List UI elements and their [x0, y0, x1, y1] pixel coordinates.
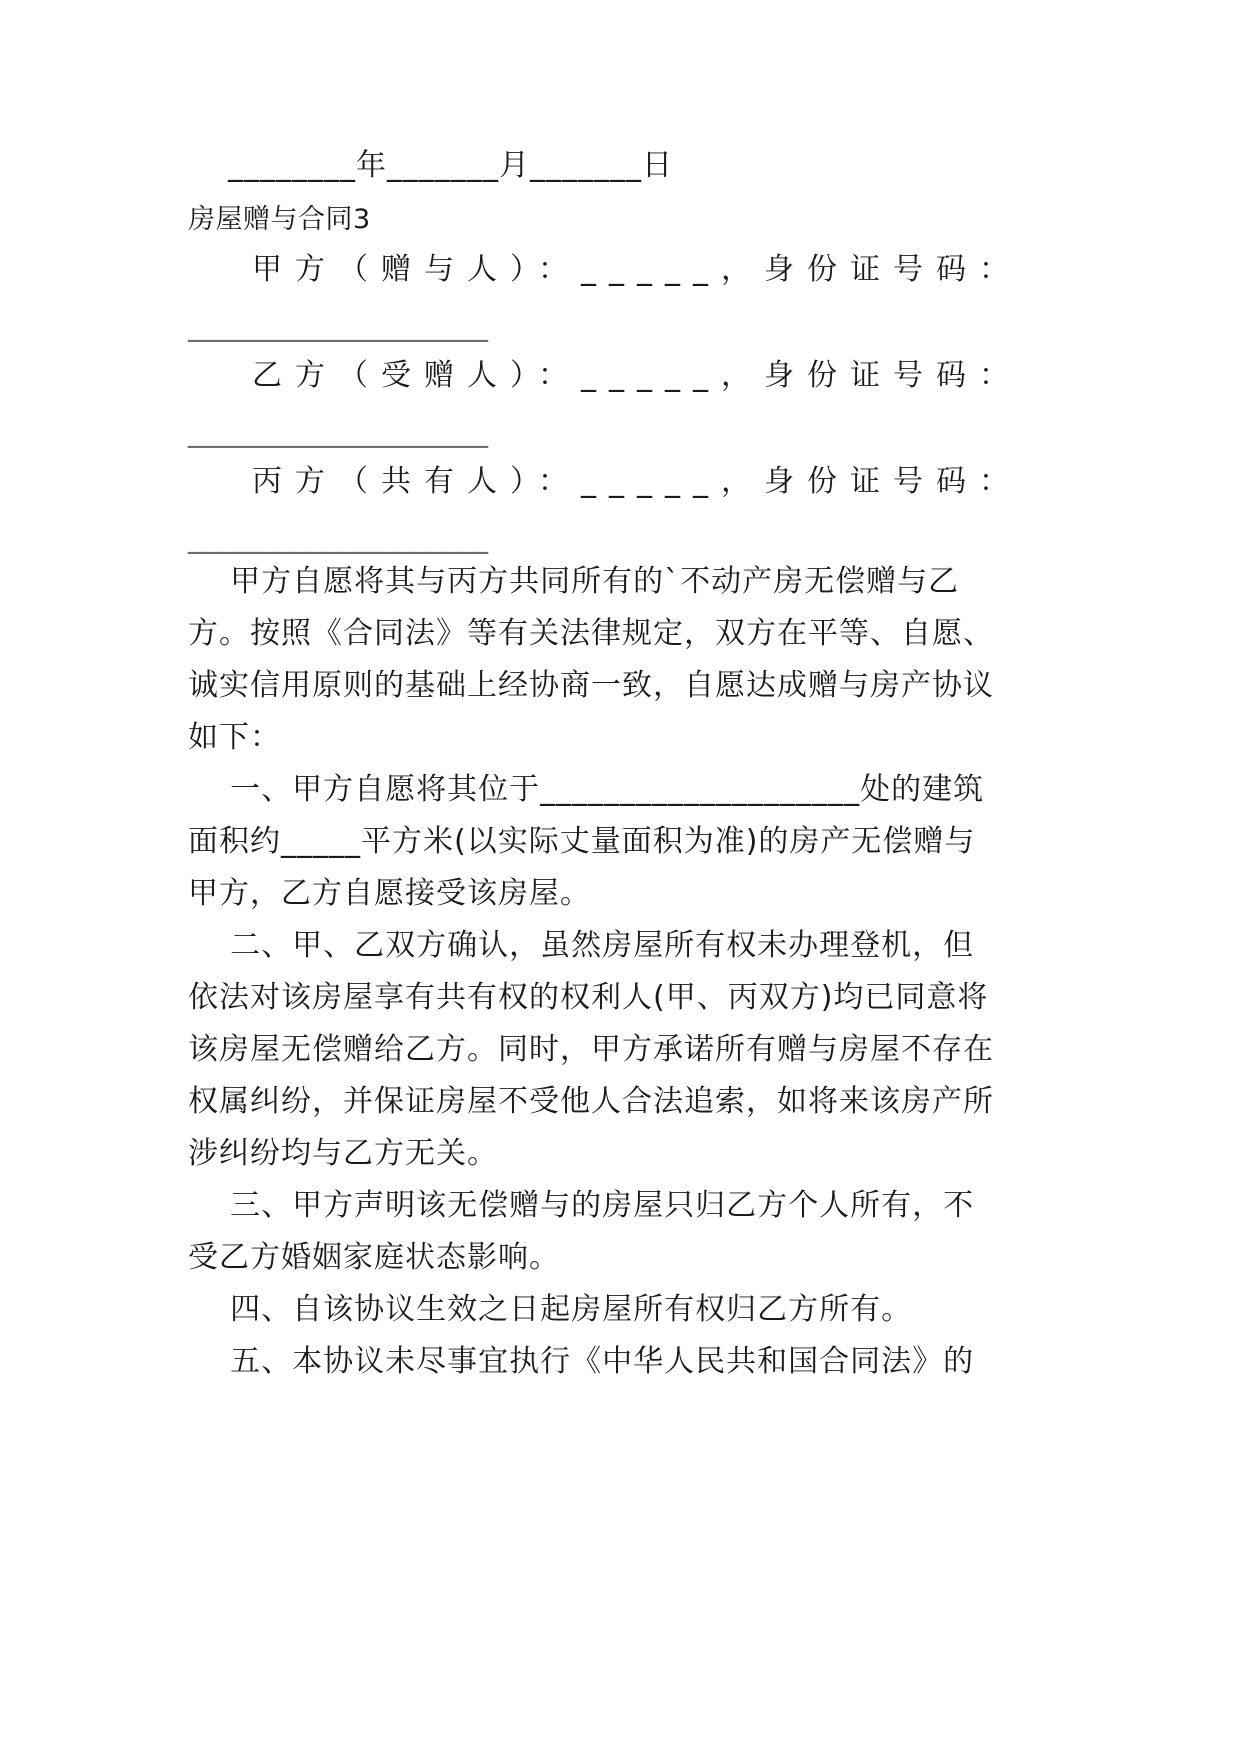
document-title: 房屋赠与合同3 [188, 204, 371, 235]
donee-line: 乙方（受赠人）：_____，身份证号码： [252, 358, 1022, 393]
coowner-line: 丙方（共有人）：_____，身份证号码： [252, 464, 1022, 499]
donee-id-blank: ____________________ [188, 414, 488, 449]
body-line: 权属纠纷，并保证房屋不受他人合法追索，如将来该房产所 [188, 1084, 994, 1119]
body-line: 如下： [188, 720, 281, 755]
date-line: ________年_______月_______日 [228, 148, 673, 183]
body-line: 诚实信用原则的基础上经协商一致，自愿达成赠与房产协议 [188, 668, 994, 703]
body-line: 甲方自愿将其与丙方共同所有的`不动产房无偿赠与乙 [188, 564, 960, 599]
body-line: 受乙方婚姻家庭状态影响。 [188, 1240, 560, 1275]
donor-id-blank: ____________________ [188, 308, 488, 343]
body-line: 面积约_____平方米(以实际丈量面积为准)的房产无偿赠与 [188, 824, 976, 859]
body-line: 三、甲方声明该无偿赠与的房屋只归乙方个人所有，不 [188, 1188, 975, 1223]
body-line: 二、甲、乙双方确认，虽然房屋所有权未办理登机，但 [188, 928, 975, 963]
body-line: 甲方，乙方自愿接受该房屋。 [188, 876, 591, 911]
body-line: 方。按照《合同法》等有关法律规定，双方在平等、自愿、 [188, 616, 994, 651]
body-line: 涉纠纷均与乙方无关。 [188, 1136, 498, 1171]
body-line: 该房屋无偿赠给乙方。同时，甲方承诺所有赠与房屋不存在 [188, 1032, 994, 1067]
donor-line: 甲方（赠与人）：_____，身份证号码： [252, 252, 1022, 287]
coowner-id-blank: ____________________ [188, 520, 488, 555]
body-line: 依法对该房屋享有共有权的权利人(甲、丙双方)均已同意将 [188, 980, 989, 1015]
body-line: 五、本协议未尽事宜执行《中华人民共和国合同法》的 [188, 1344, 975, 1379]
body-line: 四、自该协议生效之日起房屋所有权归乙方所有。 [188, 1292, 913, 1327]
body-line: 一、甲方自愿将其位于____________________处的建筑 [188, 772, 985, 807]
